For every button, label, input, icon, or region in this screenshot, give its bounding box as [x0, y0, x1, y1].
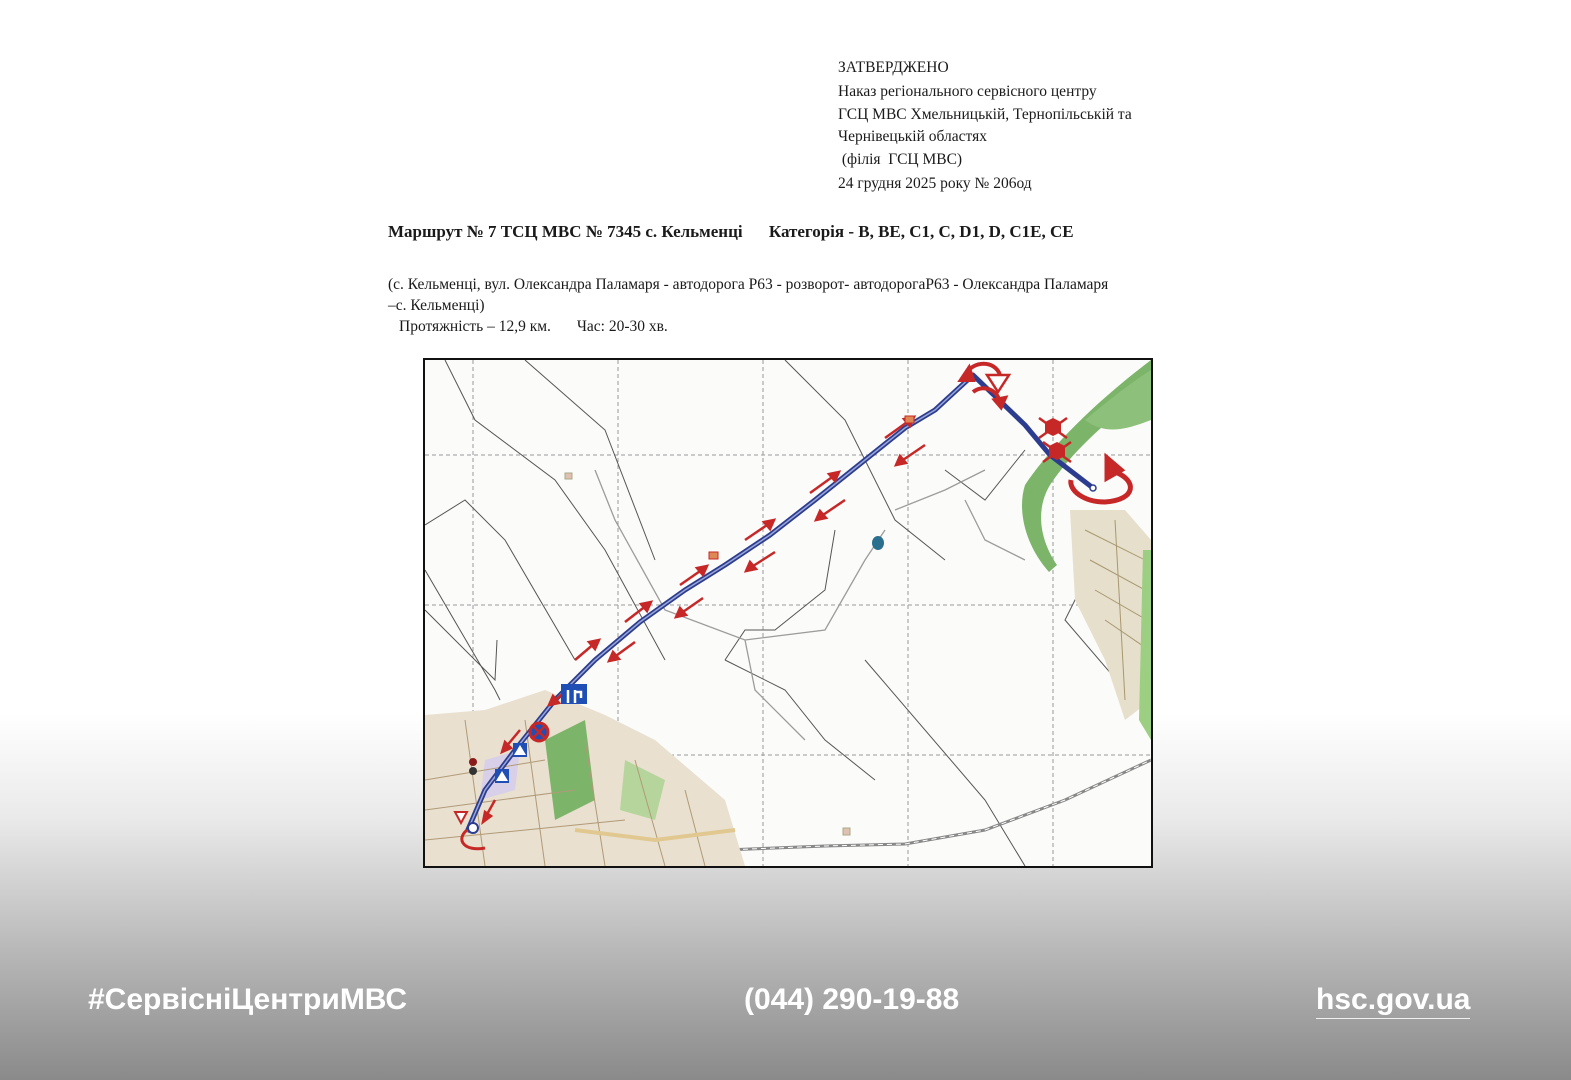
stop-sign-icon — [1039, 418, 1067, 438]
route-length: Протяжність – 12,9 км. — [399, 318, 551, 335]
footer-phone[interactable]: (044) 290-19-88 — [744, 983, 960, 1016]
direction-arrow-icon — [896, 445, 925, 465]
route-description-line2: –с. Кельменці) — [388, 297, 485, 314]
route-map — [423, 358, 1153, 868]
direction-arrow-icon — [676, 598, 703, 617]
direction-arrow-icon — [746, 552, 775, 571]
footer — [0, 975, 1571, 1025]
approval-date-line: 24 грудня 2025 року № 206од — [838, 175, 1032, 192]
footer-website-link[interactable]: hsc.gov.ua — [1316, 983, 1470, 1019]
u-turn-icon — [973, 388, 1005, 407]
road-marker-icon — [905, 416, 914, 423]
route-description — [388, 274, 1188, 316]
route-category: Категорія - B, BE, C1, C, D1, D, C1E, CE — [768, 222, 1074, 241]
road-marker-icon — [565, 473, 572, 479]
road-marker-icon — [709, 552, 718, 559]
no-stopping-sign-icon — [530, 723, 548, 741]
route-name: Маршрут № 7 ТСЦ МВС № 7345 с. Кельменці — [388, 222, 743, 241]
route-start-point — [468, 823, 478, 833]
approval-authority-line: ГСЦ МВС Хмельницькій, Тернопільській та — [838, 106, 1132, 123]
footer-hashtag: #СервісніЦентриМВС — [88, 983, 407, 1016]
railway-line — [725, 760, 1151, 850]
route-meta — [399, 318, 690, 336]
pedestrian-crossing-sign-icon — [495, 769, 509, 783]
approval-order-line: Наказ регіонального сервісного центру — [838, 83, 1097, 100]
approval-stamp — [838, 56, 1218, 196]
town-kelmentsi-north — [1070, 510, 1151, 740]
pond — [872, 536, 884, 550]
lane-direction-sign-icon — [561, 684, 587, 704]
pedestrian-crossing-sign-icon — [513, 743, 527, 757]
route-description-line1: (с. Кельменці, вул. Олександра Паламаря - автодорога Р63 - розворот- автодорогаР63 - Олександра Паламаря — [388, 276, 1109, 293]
route-title — [388, 222, 1096, 242]
approval-heading: ЗАТВЕРДЖЕНО — [838, 59, 949, 76]
approval-region-line: Чернівецькій областях — [838, 128, 987, 145]
town-kelmentsi-south — [425, 690, 745, 866]
road-marker-icon — [843, 828, 850, 835]
route-time: Час: 20-30 хв. — [576, 318, 668, 335]
route-map-drawing — [425, 360, 1151, 866]
approval-branch-line: (філія ГСЦ МВС) — [838, 151, 963, 168]
direction-arrow-icon — [816, 500, 845, 520]
